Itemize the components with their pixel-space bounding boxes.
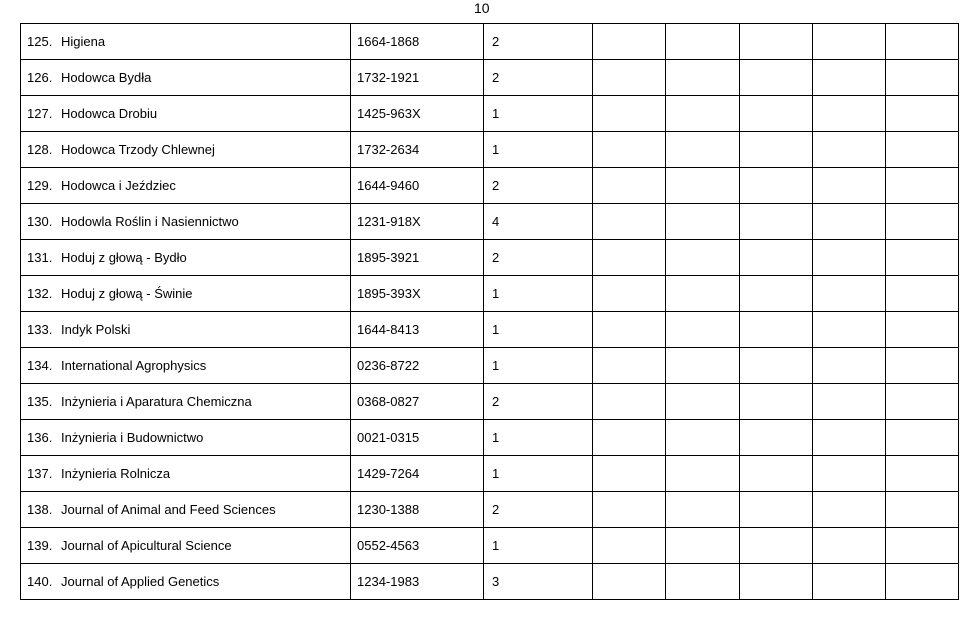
empty-cell <box>813 240 886 276</box>
points-cell: 3 <box>484 564 593 600</box>
empty-cell <box>813 24 886 60</box>
row-number: 131. <box>27 250 53 265</box>
table-row <box>21 384 959 420</box>
empty-cell <box>666 564 740 600</box>
empty-cell <box>593 168 666 204</box>
issn-cell: 1732-2634 <box>351 132 484 168</box>
journal-title: Hodowla Roślin i Nasiennictwo <box>61 214 239 229</box>
empty-cell <box>886 312 959 348</box>
empty-cell <box>813 564 886 600</box>
title-cell <box>21 384 351 420</box>
empty-cell <box>886 348 959 384</box>
title-cell <box>21 204 351 240</box>
points-cell: 2 <box>484 240 593 276</box>
table-row <box>21 420 959 456</box>
row-number: 140. <box>27 574 53 589</box>
empty-cell <box>740 492 813 528</box>
empty-cell <box>666 528 740 564</box>
table-row <box>21 240 959 276</box>
empty-cell <box>886 204 959 240</box>
title-cell <box>21 348 351 384</box>
empty-cell <box>813 384 886 420</box>
issn-cell: 1230-1388 <box>351 492 484 528</box>
journal-title: Inżynieria i Budownictwo <box>61 430 204 445</box>
empty-cell <box>886 492 959 528</box>
points-cell: 4 <box>484 204 593 240</box>
points-cell: 2 <box>484 492 593 528</box>
empty-cell <box>666 240 740 276</box>
title-cell <box>21 456 351 492</box>
empty-cell <box>740 24 813 60</box>
empty-cell <box>813 420 886 456</box>
empty-cell <box>593 312 666 348</box>
empty-cell <box>886 276 959 312</box>
title-cell <box>21 492 351 528</box>
journal-title: International Agrophysics <box>61 358 207 373</box>
empty-cell <box>593 384 666 420</box>
journal-title: Higiena <box>61 34 106 49</box>
row-number: 134. <box>27 358 53 373</box>
empty-cell <box>813 348 886 384</box>
title-cell <box>21 528 351 564</box>
journal-title: Journal of Animal and Feed Sciences <box>61 502 276 517</box>
empty-cell <box>666 276 740 312</box>
title-cell <box>21 312 351 348</box>
journal-title: Hodowca Trzody Chlewnej <box>61 142 215 157</box>
journal-title: Hoduj z głową - Świnie <box>61 286 193 301</box>
empty-cell <box>593 132 666 168</box>
title-cell <box>21 60 351 96</box>
journal-title: Indyk Polski <box>61 322 131 337</box>
empty-cell <box>666 24 740 60</box>
empty-cell <box>813 492 886 528</box>
issn-cell: 1234-1983 <box>351 564 484 600</box>
empty-cell <box>886 240 959 276</box>
empty-cell <box>666 420 740 456</box>
table-row <box>21 60 959 96</box>
journal-title: Inżynieria i Aparatura Chemiczna <box>61 394 252 409</box>
table-row <box>21 96 959 132</box>
journal-title: Hodowca Bydła <box>61 70 152 85</box>
points-cell: 1 <box>484 348 593 384</box>
empty-cell <box>666 60 740 96</box>
empty-cell <box>886 456 959 492</box>
empty-cell <box>813 312 886 348</box>
empty-cell <box>666 492 740 528</box>
empty-cell <box>740 60 813 96</box>
empty-cell <box>813 96 886 132</box>
table-row <box>21 24 959 60</box>
empty-cell <box>666 456 740 492</box>
journal-title: Inżynieria Rolnicza <box>61 466 171 481</box>
table-row <box>21 456 959 492</box>
points-cell: 1 <box>484 276 593 312</box>
points-cell: 2 <box>484 24 593 60</box>
empty-cell <box>593 456 666 492</box>
empty-cell <box>740 348 813 384</box>
empty-cell <box>813 528 886 564</box>
empty-cell <box>593 528 666 564</box>
empty-cell <box>886 528 959 564</box>
issn-cell: 0552-4563 <box>351 528 484 564</box>
points-cell: 1 <box>484 456 593 492</box>
empty-cell <box>593 420 666 456</box>
issn-cell: 0236-8722 <box>351 348 484 384</box>
points-cell: 1 <box>484 312 593 348</box>
table-row <box>21 168 959 204</box>
issn-cell: 1664-1868 <box>351 24 484 60</box>
points-cell: 1 <box>484 96 593 132</box>
empty-cell <box>593 564 666 600</box>
empty-cell <box>666 132 740 168</box>
title-cell <box>21 132 351 168</box>
empty-cell <box>813 276 886 312</box>
title-cell <box>21 276 351 312</box>
row-number: 129. <box>27 178 53 193</box>
journal-title: Hodowca i Jeździec <box>61 178 176 193</box>
table-body <box>21 24 959 600</box>
issn-cell: 1425-963X <box>351 96 484 132</box>
journal-title: Hoduj z głową - Bydło <box>61 250 187 265</box>
empty-cell <box>740 564 813 600</box>
row-number: 130. <box>27 214 53 229</box>
empty-cell <box>886 384 959 420</box>
journal-title: Journal of Apicultural Science <box>61 538 232 553</box>
issn-cell: 0368-0827 <box>351 384 484 420</box>
empty-cell <box>593 492 666 528</box>
table-row <box>21 528 959 564</box>
empty-cell <box>593 60 666 96</box>
row-number: 138. <box>27 502 53 517</box>
empty-cell <box>740 420 813 456</box>
table-row <box>21 204 959 240</box>
points-cell: 1 <box>484 528 593 564</box>
row-number: 139. <box>27 538 53 553</box>
points-cell: 1 <box>484 420 593 456</box>
empty-cell <box>813 168 886 204</box>
issn-cell: 1231-918X <box>351 204 484 240</box>
empty-cell <box>740 312 813 348</box>
title-cell <box>21 420 351 456</box>
issn-cell: 1644-9460 <box>351 168 484 204</box>
table-row <box>21 348 959 384</box>
table-row <box>21 132 959 168</box>
issn-cell: 1732-1921 <box>351 60 484 96</box>
empty-cell <box>740 132 813 168</box>
empty-cell <box>740 276 813 312</box>
empty-cell <box>813 456 886 492</box>
empty-cell <box>593 204 666 240</box>
title-cell <box>21 240 351 276</box>
empty-cell <box>666 168 740 204</box>
row-number: 125. <box>27 34 53 49</box>
row-number: 137. <box>27 466 53 481</box>
empty-cell <box>666 312 740 348</box>
row-number: 132. <box>27 286 53 301</box>
row-number: 136. <box>27 430 53 445</box>
row-number: 135. <box>27 394 53 409</box>
issn-cell: 1644-8413 <box>351 312 484 348</box>
row-number: 128. <box>27 142 53 157</box>
title-cell <box>21 168 351 204</box>
empty-cell <box>666 96 740 132</box>
points-cell: 2 <box>484 168 593 204</box>
empty-cell <box>666 384 740 420</box>
empty-cell <box>886 564 959 600</box>
points-cell: 2 <box>484 384 593 420</box>
empty-cell <box>886 60 959 96</box>
empty-cell <box>740 96 813 132</box>
empty-cell <box>886 420 959 456</box>
issn-cell: 0021-0315 <box>351 420 484 456</box>
empty-cell <box>593 96 666 132</box>
empty-cell <box>740 384 813 420</box>
table-row <box>21 492 959 528</box>
points-cell: 2 <box>484 60 593 96</box>
empty-cell <box>740 204 813 240</box>
empty-cell <box>593 240 666 276</box>
empty-cell <box>886 96 959 132</box>
title-cell <box>21 96 351 132</box>
empty-cell <box>666 348 740 384</box>
empty-cell <box>886 168 959 204</box>
empty-cell <box>593 276 666 312</box>
table-row <box>21 564 959 600</box>
empty-cell <box>813 204 886 240</box>
empty-cell <box>886 132 959 168</box>
empty-cell <box>740 528 813 564</box>
empty-cell <box>813 60 886 96</box>
page-number: 10 <box>474 0 490 16</box>
empty-cell <box>886 24 959 60</box>
journal-title: Hodowca Drobiu <box>61 106 158 121</box>
journal-table <box>20 23 959 600</box>
issn-cell: 1895-393X <box>351 276 484 312</box>
row-number: 127. <box>27 106 53 121</box>
table-row <box>21 276 959 312</box>
issn-cell: 1895-3921 <box>351 240 484 276</box>
row-number: 133. <box>27 322 53 337</box>
empty-cell <box>593 348 666 384</box>
empty-cell <box>813 132 886 168</box>
title-cell <box>21 564 351 600</box>
row-number: 126. <box>27 70 53 85</box>
empty-cell <box>666 204 740 240</box>
table-row <box>21 312 959 348</box>
journal-title: Journal of Applied Genetics <box>61 574 220 589</box>
empty-cell <box>740 240 813 276</box>
points-cell: 1 <box>484 132 593 168</box>
empty-cell <box>740 456 813 492</box>
issn-cell: 1429-7264 <box>351 456 484 492</box>
title-cell <box>21 24 351 60</box>
empty-cell <box>593 24 666 60</box>
empty-cell <box>740 168 813 204</box>
